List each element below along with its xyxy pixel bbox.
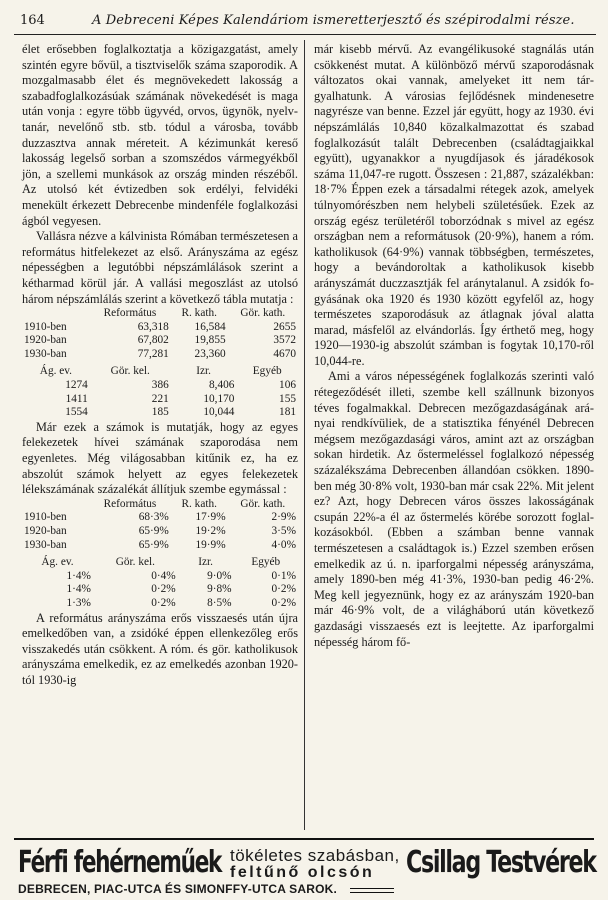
table-header-cell: Református (103, 307, 157, 320)
ad-double-rule (350, 888, 394, 893)
page-number: 164 (20, 13, 45, 28)
table-header-cell (22, 307, 89, 321)
table-cell: 16,584 (194, 320, 226, 333)
table-cell: 17·9% (195, 511, 226, 524)
table-cell: 221 (151, 392, 169, 405)
table-cell: 2·9% (271, 511, 296, 524)
left-paragraph-1: élet erősebben foglalkoztatja a közigazgatást, amely szintén egyre bővül, a tisztviselők száma szaporodik. A mozgalmasabb élet és megnövekedett lakosság a szabadfoglalkozásúak számának növekedését is maga után vonja : egyre több ügyvéd, orvos, ügynök, nyelvtanár, nevelőnő stb. stb. tódul a városba, tovább duzzasztva annak méreteit. A kézimunkát kereső lakosság legelső sorban a szomszédos vármegyékből jön, a szellemi munkások az ország minden részéből. Az utolsó két évtizedben sok erdélyi, felvidéki menekült érkezett Debrecenbe mindenféle foglalkozási ágból vegyesen. (22, 42, 298, 228)
left-paragraph-3: Már ezek a számok is mutatják, hogy az egyes felekezetek hívei számának szaporodása nem egyenletes. Még világosabban kitűnik ez, ha ez abszolút számok helyett az egyes felekezetek lélekszámának százalékát állítjuk szembe egymással : (22, 419, 298, 497)
table-cell: 1411 (65, 392, 88, 405)
table-cell: 77,281 (137, 347, 169, 360)
table-cell: 0·4% (151, 569, 176, 582)
table-row (22, 597, 298, 611)
ad-address: DEBRECEN, PIAC-UTCA ÉS SIMONFFY-UTCA SAROK. (18, 882, 338, 896)
religion-table-percent-2 (22, 556, 298, 610)
table-cell: 19·9% (195, 538, 226, 551)
table-cell: 106 (279, 379, 296, 392)
table-cell: 0·1% (271, 569, 296, 582)
table-cell: 68·3% (138, 511, 169, 524)
table-row (22, 570, 298, 584)
left-paragraph-4: A református arányszáma erős visszaesés után újra emelkedőben van, a zsidóké éppen ellenkezőleg erős visszakedés után csökkent. A róm. és gör. katholikusok arányszáma emelkedik, ez az emelkedés azonban 1920-tól 1930-ig (22, 610, 298, 687)
table-cell: 181 (279, 406, 296, 419)
table-cell: 1554 (65, 406, 88, 419)
right-paragraph-1: már kisebb mérvű. Az evangélikusoké stagnálás után csökkenést mutat. A különböző mérvű szaporodásnak változatos okai vannak, amelyeket itt nem tárgyalhatunk. A városias fejlődésnek mindenesetre nagyrésze van benne. Ezzel jár együtt, hogy az 1930. évi népszámlálás 10,840 közalkalmazottat és szabad foglalkozásút talált Debrecenben (családtagjaikkal együtt), ugyanakkor a nyugdíjasok és járadékosok száma 11,047-re rugott. Összesen : 21,887, százalékban: 18·7% Éppen ezek a társadalmi rétegek azok, amelyek túlnyomórészben nem helybeli születésűek. Ezek az ország egész területéről toborzódnak s mivel az egész országban nem a reformátusok (20·9%), hanem a róm. katholikusok (64·9%) vannak többségben, természetes, hogy a bevándoroltak a katholikusok kisebb arányszámát duczzasztják fel aránytalanul. A zsidók fogyásának oka 1920 és 1930 között egyfelől az, hogy természetes szaporodásuk az átlagnak jóval alatta marad, másfelől az elvándorlás. Így érthető meg, hogy 1920—1930-ig abszolút számban is fogytak 10,170-ről 10,044-re. (314, 42, 594, 368)
table-cell: 19,855 (194, 334, 226, 347)
right-column (314, 42, 594, 650)
table-cell: 386 (151, 379, 169, 392)
table-cell: 3·5% (271, 525, 296, 537)
table-header-cell (22, 498, 89, 512)
left-paragraph-2: Vallásra nézve a kálvinista Rómában természetesen a református hitfelekezet az első. Arányszáma az egész népességben a legutóbbi népszámlálások szerint a kétharmad körül jár. A vallási megoszlást az utolsó három népszámlálás szerint a következő tábla mutatja : (22, 229, 298, 306)
table-cell: 1·4% (66, 583, 91, 596)
table-row (22, 334, 298, 348)
left-column (22, 42, 298, 689)
table-header-cell: Izr. (198, 556, 213, 569)
table-row (22, 525, 298, 539)
table-cell: 65·9% (138, 525, 169, 537)
table-cell: 67,802 (137, 334, 169, 347)
ad-tagline-top: tökéletes szabásban, (230, 846, 400, 865)
table-row (22, 379, 298, 393)
table-row (22, 406, 298, 420)
table-cell: 0·2% (151, 583, 176, 596)
table-header-cell: Ág. ev. (41, 556, 74, 569)
table-header-cell: Ág. ev. (39, 365, 73, 378)
page-header (14, 10, 596, 32)
table-cell: 8,406 (209, 379, 235, 392)
table-row (22, 348, 298, 362)
table-header-cell: R. kath. (181, 497, 217, 510)
table-cell: 0·2% (271, 583, 296, 596)
right-paragraph-2: Ami a város népességének foglalkozás szerinti való rétegeződését illeti, szembe kell szállnunk bizonyos téves fogalmakkal. Debrecen mezőgazdaságának arányai rendkívüliek, de a statisztika fényénél Debrecen mégsem mezőgazdasági város, amint azt az országban sokan hirdetik. Az őstermeléssel foglalkozó népesség százalékszáma Debrecenben állandóan csökken. 1890-ben még 30·8% volt, 1930-ban már csak 22%. Mit jelent ez? Azt, hogy Debrecen város összes lakosságának csupán 22%-a él az őstermelés körébe sorozott foglalkozásokból. (Ebben a számban benne vannak természetesen a családtagok is.) Ezzel szemben erősen emelkedik az ú. n. iparforgalmi népesség arányszáma, amely 1890-ben még 41·3%, 1930-ban pedig 46·2%. Meg kell jegyeznünk, hogy ez az arányszám 1920-ban már 46·9% volt, de a világháború után következő gazdasági visszaesés ezt is leejtette. Az iparforgalmi népesség három fő- (314, 369, 594, 649)
table-cell: 10,044 (203, 406, 235, 419)
table-cell: 1910-ben (24, 320, 67, 333)
running-title: A Debreceni Képes Kalendáriom ismeretterjesztő és szépirodalmi része. (92, 13, 575, 28)
table-header-cell: Egyéb (252, 365, 282, 378)
table-row (22, 539, 298, 553)
table-cell: 23,360 (194, 347, 226, 360)
table-row (22, 583, 298, 597)
table-cell: 65·9% (138, 538, 169, 551)
table-cell: 155 (279, 392, 296, 405)
ad-brand-left: Férfi fehérneműek (18, 845, 222, 880)
table-cell: 1920-ban (24, 525, 67, 537)
table-header-cell: Izr. (196, 365, 211, 378)
table-row (22, 321, 298, 335)
religion-table-percent-1 (22, 498, 298, 552)
column-divider (304, 40, 305, 830)
table-cell: 4·0% (271, 538, 296, 551)
table-cell: 1930-ban (24, 538, 67, 551)
table-header-cell: Református (103, 497, 157, 510)
table-row (22, 393, 298, 407)
table-cell: 1·4% (66, 569, 91, 582)
table-cell: 1·3% (66, 596, 91, 609)
ad-tagline-bottom: feltűnő olcsón (230, 864, 375, 881)
table-cell: 9·8% (207, 583, 232, 596)
table-header-cell: R. kath. (181, 307, 217, 320)
table-cell: 63,318 (137, 320, 169, 333)
table-cell: 19·2% (195, 525, 226, 537)
table-header-cell: Gör. kath. (240, 497, 286, 510)
table-cell: 1920-ban (24, 334, 67, 347)
table-cell: 10,170 (203, 392, 235, 405)
table-header-cell: Egyéb (251, 556, 281, 569)
table-cell: 1930-ban (24, 347, 67, 360)
table-header-cell: Gör. kel. (110, 365, 150, 378)
table-cell: 8·5% (207, 596, 232, 609)
table-cell: 9·0% (207, 569, 232, 582)
table-cell: 2655 (273, 320, 296, 333)
table-cell: 3572 (273, 334, 296, 347)
religion-table-absolute-2 (22, 365, 298, 419)
table-header-cell: Gör. kath. (240, 307, 286, 320)
table-cell: 0·2% (151, 596, 176, 609)
table-cell: 1910-ben (24, 511, 67, 524)
religion-table-absolute-1 (22, 307, 298, 361)
header-rule (14, 34, 596, 35)
table-row (22, 511, 298, 525)
table-cell: 0·2% (271, 596, 296, 609)
table-cell: 4670 (273, 347, 296, 360)
ad-brand-right: Csillag Testvérek (406, 845, 596, 880)
table-cell: 185 (151, 406, 169, 419)
table-header-cell: Gör. kel. (115, 556, 155, 569)
advertisement-banner (14, 838, 594, 898)
table-cell: 1274 (65, 379, 88, 392)
